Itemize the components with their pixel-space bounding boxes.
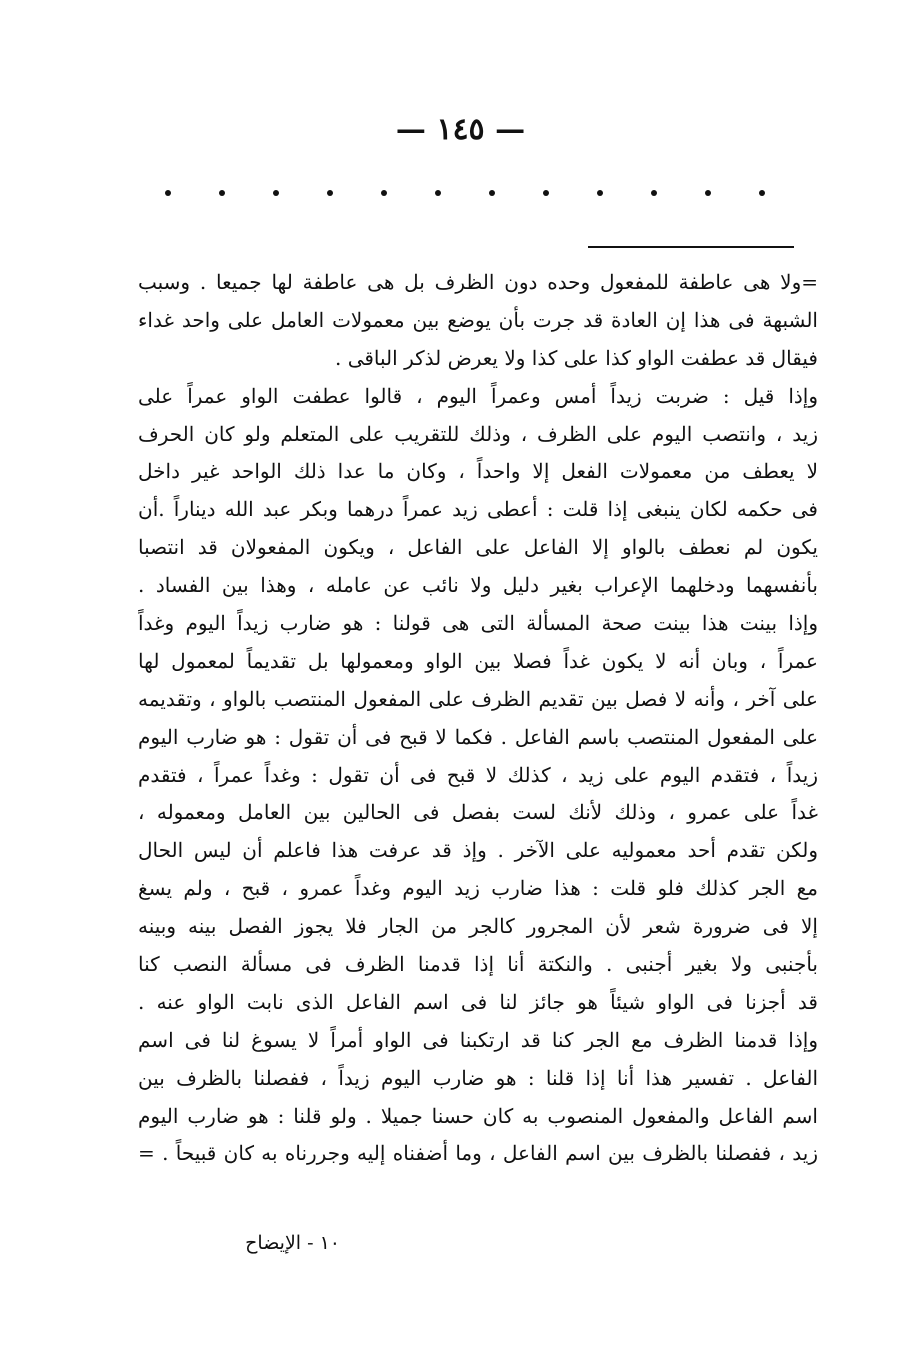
ornament-dot xyxy=(597,190,603,196)
text-line: فى حكمه لكان ينبغى إذا قلت : أعطى زيد عمراً درهما وبكر عبد الله ديناراً .أن xyxy=(138,497,818,522)
ornament-dot xyxy=(489,190,495,196)
text-line: زيداً ، فتقدم اليوم على زيد ، كذلك لا قبح فى أن تقول : وغداً عمراً ، فتقدم xyxy=(138,762,818,787)
text-line: بأجنبى ولا بغير أجنبى . والنكتة أنا إذا قدمنا الظرف فى مسألة النصب كنا xyxy=(138,952,818,977)
ornament-dot xyxy=(651,190,657,196)
text-line: إلا فى ضرورة شعر لأن المجرور كالجر من الجار فلا يجوز الفصل بينه وبينه xyxy=(138,914,818,939)
ornament-dot xyxy=(165,190,171,196)
ornament-dot xyxy=(705,190,711,196)
page-number: — ١٤٥ — xyxy=(395,112,526,147)
ornament-dot-row xyxy=(165,190,765,196)
ornament-dot xyxy=(759,190,765,196)
footnote-text-block xyxy=(138,264,818,1173)
ornament-dot xyxy=(543,190,549,196)
text-line: اسم الفاعل والمفعول المنصوب به كان حسنا جميلا . ولو قلنا : هو ضارب اليوم xyxy=(138,1103,818,1128)
ornament-dot xyxy=(381,190,387,196)
text-line: =ولا هى عاطفة للمفعول وحده دون الظرف بل هى عاطفة لها جميعا . وسبب xyxy=(138,270,818,294)
text-line: يكون لم نعطف بالواو إلا الفاعل على الفاعل ، ويكون المفعولان قد انتصبا xyxy=(138,535,818,560)
text-line: مع الجر كذلك فلو قلت : هذا ضارب زيد اليوم وغداً عمرو ، قبح ، ولم يسغ xyxy=(138,876,818,901)
text-line: غداً على عمرو ، وذلك لأنك لست بفصل فى الحالين بين العامل ومعموله ، xyxy=(138,800,818,825)
signature-mark: ١٠ - الإيضاح xyxy=(245,1232,340,1254)
text-line: قد أجزنا فى الواو شيئاً هو جائز لنا فى اسم الفاعل الذى نابت الواو عنه . xyxy=(138,989,818,1014)
text-line: وإذا قدمنا الظرف مع الجر كنا قد ارتكبنا فى الواو أمراً لا يسوغ لنا فى اسم xyxy=(138,1027,818,1052)
text-line: الفاعل . تفسير هذا أنا إذا قلنا : هو ضارب اليوم زيداً ، ففصلنا بالظرف بين xyxy=(138,1065,818,1090)
text-line: لا يعطف من معمولات الفعل إلا واحداً ، وكان ما عدا ذلك الواحد غير داخل xyxy=(138,459,818,484)
text-line: بأنفسهما ودخلهما الإعراب بغير دليل ولا نائب عن عامله ، وهذا بين الفساد . xyxy=(138,573,818,598)
text-line: زيد ، وانتصب اليوم على الظرف ، وذلك للتقريب على المتعلم ولو كان الحرف xyxy=(138,421,818,446)
ornament-dot xyxy=(219,190,225,196)
text-line: على آخر ، وأنه لا فصل بين تقديم الظرف على المفعول المنتصب بالواو ، وتقديمه xyxy=(138,686,818,711)
text-line: فيقال قد عطفت الواو كذا على كذا ولا يعرض لذكر الباقى . xyxy=(334,345,818,370)
footnote-separator-rule xyxy=(588,246,794,248)
text-line: الشبهة فى هذا إن العادة قد جرت بأن يوضع بين معمولات العامل على واحد غداء xyxy=(138,307,818,332)
text-line: عمراً ، وبان أنه لا يكون غداً فصلا بين الواو ومعمولها بل تقديماً لمعمول لها xyxy=(138,648,818,673)
text-line: زيد ، ففصلنا بالظرف بين اسم الفاعل ، وما أضفناه إليه وجررناه به كان قبيحاً . = xyxy=(138,1141,818,1166)
text-line: وإذا بينت هذا بينت صحة المسألة التى هى قولنا : هو ضارب زيداً اليوم وغداً xyxy=(138,611,818,636)
text-line: وإذا قيل : ضربت زيداً أمس وعمراً اليوم ، قالوا عطفت الواو عمراً على xyxy=(138,383,818,408)
ornament-dot xyxy=(273,190,279,196)
text-line: على المفعول المنتصب باسم الفاعل . فكما لا قبح فى أن تقول : هو ضارب اليوم xyxy=(138,724,818,749)
text-line: ولكن تقدم أحد معموليه على الآخر . وإذ قد عرفت هذا فاعلم أن ليس الحال xyxy=(138,838,818,863)
ornament-dot xyxy=(435,190,441,196)
ornament-dot xyxy=(327,190,333,196)
